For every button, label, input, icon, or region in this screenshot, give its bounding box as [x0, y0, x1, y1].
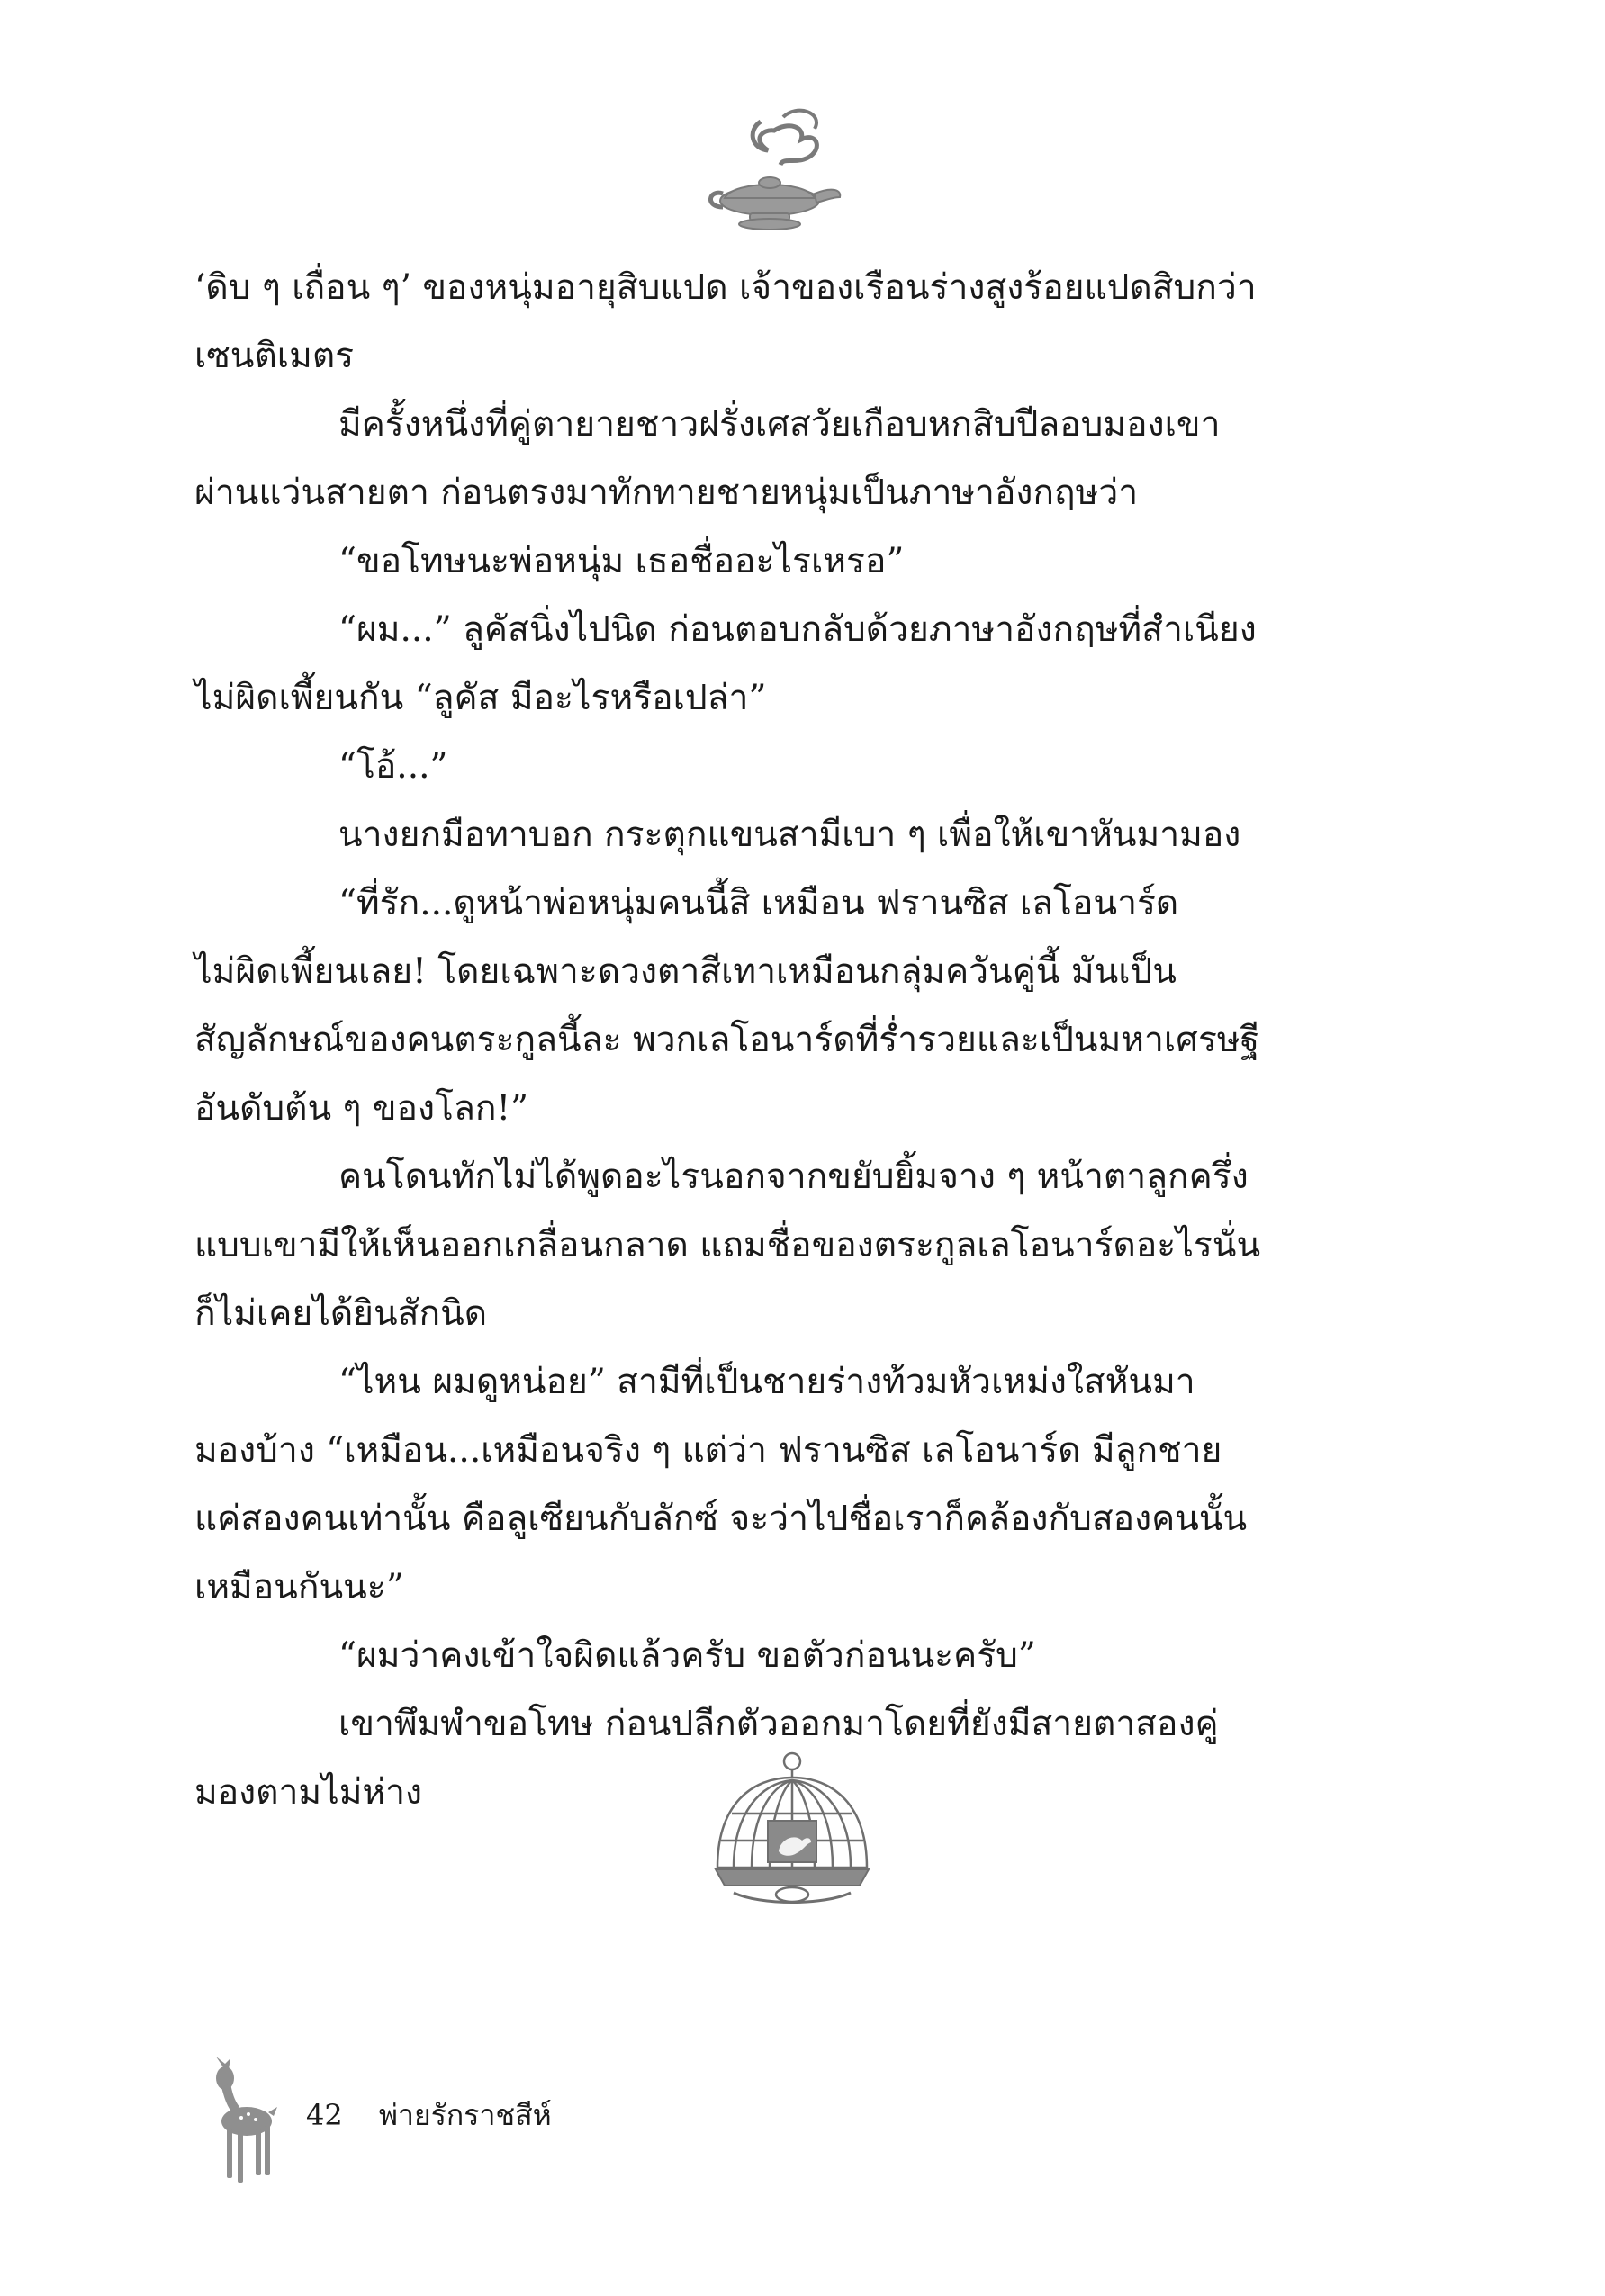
text-line: “ที่รัก...ดูหน้าพ่อหนุ่มคนนี้สิ เหมือน ฟรานซิส เลโอนาร์ด [338, 883, 1179, 923]
deer-icon [189, 2057, 284, 2192]
birdcage-icon [680, 1751, 905, 1931]
magic-lamp-icon [698, 104, 846, 239]
text-line: “ผม...” ลูคัสนิ่งไปนิด ก่อนตอบกลับด้วยภาษาอังกฤษที่สำเนียง [338, 609, 1257, 650]
page-footer [306, 2097, 579, 2133]
text-line: “ขอโทษนะพ่อหนุ่ม เธอชื่ออะไรเหรอ” [338, 541, 905, 581]
text-line: คนโดนทักไม่ได้พูดอะไรนอกจากขยับยิ้มจาง ๆ หน้าตาลูกครึ่ง [338, 1157, 1249, 1197]
text-line: “ผมว่าคงเข้าใจผิดแล้วครับ ขอตัวก่อนนะครับ” [338, 1635, 1036, 1676]
text-line: มองบ้าง “เหมือน...เหมือนจริง ๆ แต่ว่า ฟรานซิส เลโอนาร์ด มีลูกชาย [194, 1430, 1222, 1471]
text-line: ไม่ผิดเพี้ยนกัน “ลูคัส มีอะไรหรือเปล่า” [194, 678, 767, 718]
text-line: ‘ดิบ ๆ เถื่อน ๆ’ ของหนุ่มอายุสิบแปด เจ้าของเรือนร่างสูงร้อยแปดสิบกว่า [194, 267, 1257, 308]
text-line: เซนติเมตร [194, 336, 355, 376]
body-text [194, 254, 1339, 1827]
text-line: มีครั้งหนึ่งที่คู่ตายายชาวฝรั่งเศสวัยเกือบหกสิบปีลอบมองเขา [338, 404, 1221, 445]
text-line: ก็ไม่เคยได้ยินสักนิด [194, 1293, 488, 1334]
book-title: พ่ายรักราชสีห์ [378, 2098, 552, 2132]
text-line: แบบเขามีให้เห็นออกเกลื่อนกลาด แถมชื่อของตระกูลเลโอนาร์ดอะไรนั่น [194, 1225, 1261, 1265]
text-line: อันดับต้น ๆ ของโลก!” [194, 1088, 529, 1129]
text-line: สัญลักษณ์ของคนตระกูลนี้ละ พวกเลโอนาร์ดที่ร่ำรวยและเป็นมหาเศรษฐี [194, 1020, 1260, 1060]
text-line: “โอ้...” [338, 746, 448, 787]
text-line: ผ่านแว่นสายตา ก่อนตรงมาทักทายชายหนุ่มเป็นภาษาอังกฤษว่า [194, 473, 1139, 513]
page-number: 42 [306, 2098, 343, 2132]
text-line: นางยกมือทาบอก กระตุกแขนสามีเบา ๆ เพื่อให้เขาหันมามอง [338, 815, 1241, 855]
text-line: ไม่ผิดเพี้ยนเลย! โดยเฉพาะดวงตาสีเทาเหมือนกลุ่มควันคู่นี้ มันเป็น [194, 951, 1177, 992]
text-line: มองตามไม่ห่าง [194, 1772, 423, 1813]
text-line: แค่สองคนเท่านั้น คือลูเซียนกับลักซ์ จะว่าไปชื่อเราก็คล้องกับสองคนนั้น [194, 1499, 1248, 1539]
text-line: เหมือนกันนะ” [194, 1567, 404, 1607]
text-line: “ไหน ผมดูหน่อย” สามีที่เป็นชายร่างท้วมหัวเหม่งใสหันมา [338, 1362, 1195, 1402]
text-line: เขาพึมพำขอโทษ ก่อนปลีกตัวออกมาโดยที่ยังมีสายตาสองคู่ [338, 1704, 1219, 1744]
